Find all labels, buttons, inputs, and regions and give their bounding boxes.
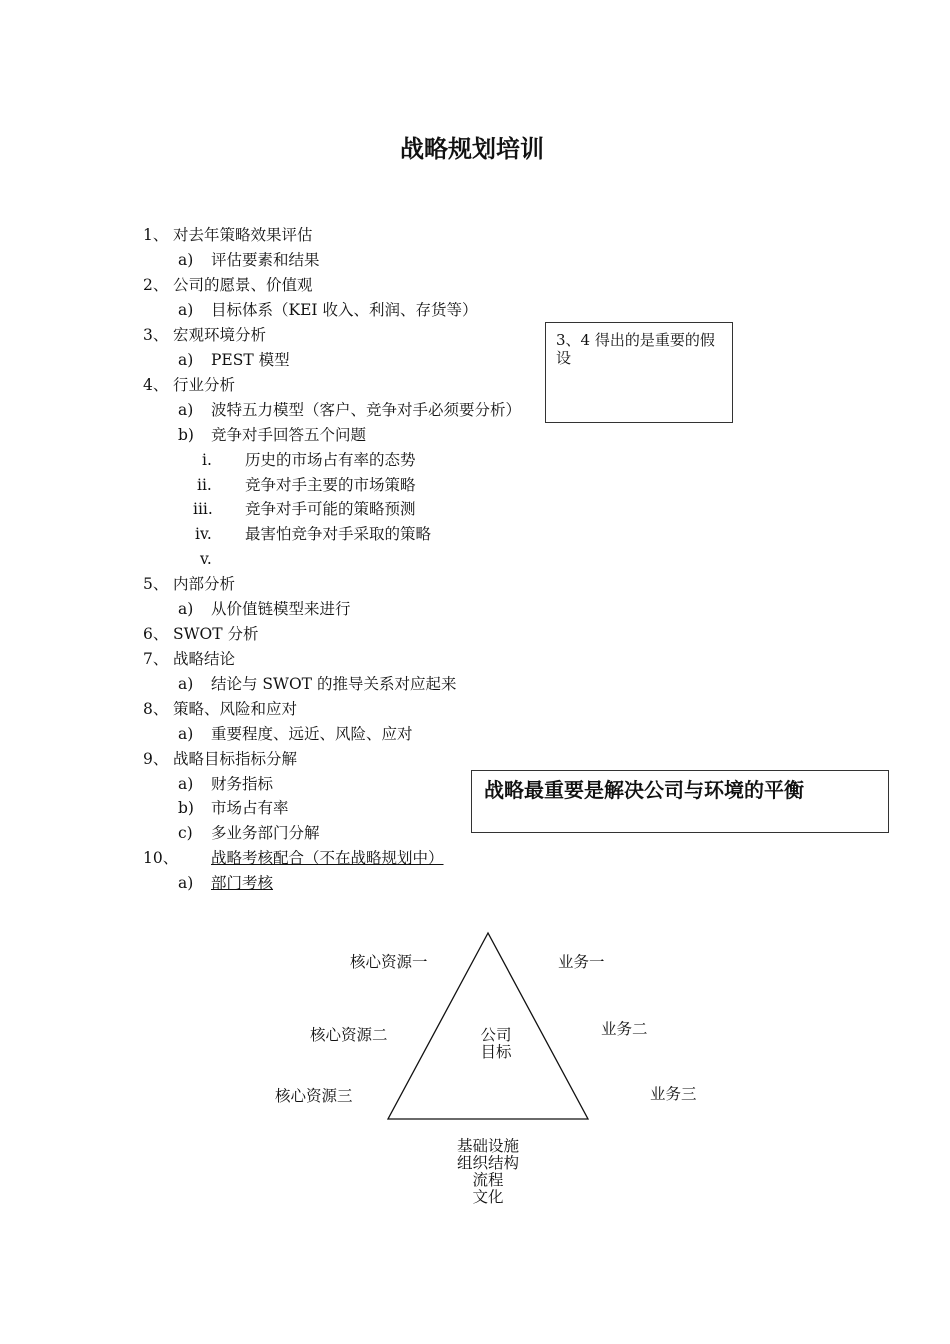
outline-text: 战略目标指标分解 xyxy=(173,750,298,768)
page-title: 战略规划培训 xyxy=(400,134,544,163)
outline-text: 策略、风险和应对 xyxy=(173,700,298,718)
outline-num: c) xyxy=(178,824,193,842)
outline-text: SWOT 分析 xyxy=(173,625,259,643)
outline-num: 6、 xyxy=(143,625,169,643)
company-goal-line: 公司 xyxy=(480,1026,512,1044)
outline-num: 8、 xyxy=(143,700,169,718)
outline-num: b) xyxy=(178,426,194,444)
outline-num: a) xyxy=(178,251,194,269)
outline-num: 5、 xyxy=(143,575,169,593)
outline-text: 波特五力模型（客户、竞争对手必须要分析） xyxy=(211,401,522,419)
emphasis-text: 战略最重要是解决公司与环境的平衡 xyxy=(484,778,804,802)
outline-text: 结论与 SWOT 的推导关系对应起来 xyxy=(211,675,457,693)
outline-text: 部门考核 xyxy=(211,874,274,892)
outline-text: PEST 模型 xyxy=(211,351,290,369)
business-2: 业务二 xyxy=(601,1020,648,1038)
outline-num: iv. xyxy=(195,525,212,543)
business-3: 业务三 xyxy=(650,1085,697,1103)
assumption-note-text: 3、4 得出的是重要的假设 xyxy=(556,331,715,367)
outline-num: 4、 xyxy=(143,376,169,394)
outline-text: 市场占有率 xyxy=(211,799,289,817)
outline-num: i. xyxy=(202,451,212,469)
outline-text: 从价值链模型来进行 xyxy=(211,600,351,618)
outline-text: 竞争对手主要的市场策略 xyxy=(245,476,416,494)
outline-num: 7、 xyxy=(143,650,169,668)
assumption-note-box xyxy=(545,322,733,423)
outline-num: v. xyxy=(200,550,212,568)
foundation-label xyxy=(438,1138,538,1206)
outline-num: a) xyxy=(178,600,194,618)
outline-text: 战略考核配合（不在战略规划中） xyxy=(211,849,444,867)
outline-num: a) xyxy=(178,874,194,892)
core-resource-3: 核心资源三 xyxy=(275,1087,353,1105)
outline-text: 财务指标 xyxy=(211,775,274,793)
outline-text: 战略结论 xyxy=(173,650,236,668)
business-1: 业务一 xyxy=(558,953,605,971)
outline-num: 3、 xyxy=(143,326,169,344)
outline-text: 竞争对手可能的策略预测 xyxy=(245,500,416,518)
outline-num: b) xyxy=(178,799,194,817)
outline-num: a) xyxy=(178,401,194,419)
emphasis-box xyxy=(471,770,889,833)
foundation-line: 流程 xyxy=(472,1171,504,1189)
foundation-line: 组织结构 xyxy=(456,1154,519,1172)
outline-num: 10、 xyxy=(143,849,179,867)
outline-text: 评估要素和结果 xyxy=(211,251,320,269)
outline-num: 1、 xyxy=(143,226,169,244)
outline-text: 宏观环境分析 xyxy=(173,326,267,344)
outline-num: a) xyxy=(178,675,194,693)
outline-num: a) xyxy=(178,301,194,319)
company-goal-line: 目标 xyxy=(480,1043,512,1061)
foundation-line: 基础设施 xyxy=(456,1137,519,1155)
outline-text: 内部分析 xyxy=(173,575,236,593)
outline-text: 公司的愿景、价值观 xyxy=(173,276,313,294)
outline-text: 对去年策略效果评估 xyxy=(173,226,313,244)
outline-text: 目标体系（KEI 收入、利润、存货等） xyxy=(211,301,478,319)
core-resource-2: 核心资源二 xyxy=(310,1026,388,1044)
outline-text: 行业分析 xyxy=(173,376,236,394)
outline-text: 竞争对手回答五个问题 xyxy=(211,426,367,444)
outline-text: 多业务部门分解 xyxy=(211,824,320,842)
outline-num: a) xyxy=(178,775,194,793)
core-resource-1: 核心资源一 xyxy=(350,953,428,971)
outline-text: 历史的市场占有率的态势 xyxy=(245,451,416,469)
outline-text: 最害怕竞争对手采取的策略 xyxy=(245,525,432,543)
outline-text: 重要程度、远近、风险、应对 xyxy=(211,725,413,743)
outline-num: 9、 xyxy=(143,750,169,768)
outline-num: ii. xyxy=(197,476,212,494)
outline-num: a) xyxy=(178,351,194,369)
company-goal-label xyxy=(466,1027,526,1061)
outline-num: 2、 xyxy=(143,276,169,294)
foundation-line: 文化 xyxy=(472,1188,504,1206)
outline-num: iii. xyxy=(193,500,213,518)
outline-num: a) xyxy=(178,725,194,743)
